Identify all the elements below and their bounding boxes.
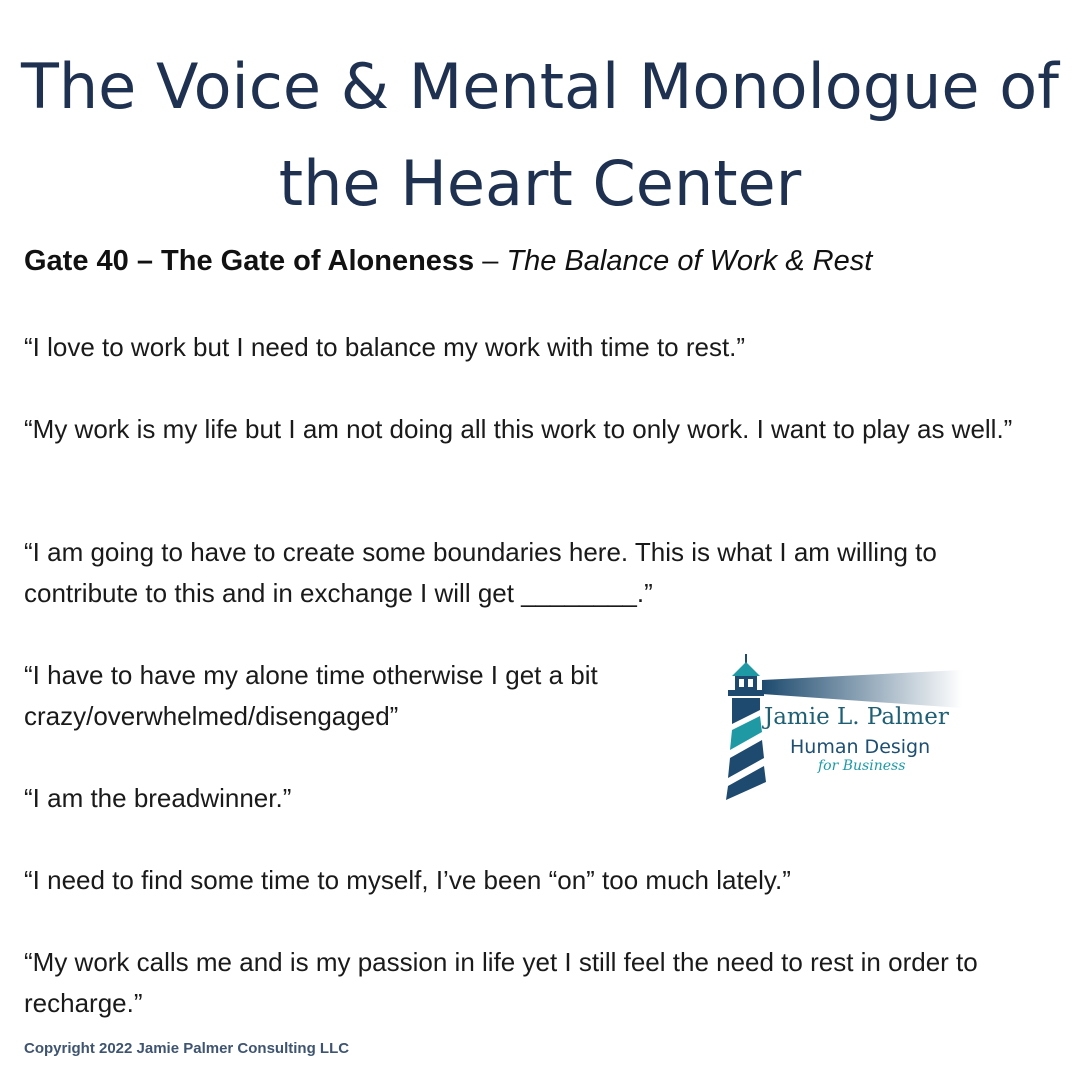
quote-5: “I am the breadwinner.” xyxy=(24,783,292,813)
logo-name: Jamie L. Palmer xyxy=(764,704,949,730)
quote-3: “I am going to have to create some boundaries here. This is what I am willing to contribute to this and in exchange I will get ________.” xyxy=(24,537,937,608)
logo-tagline: for Business xyxy=(818,758,906,774)
gate-separator: – xyxy=(474,245,507,277)
gate-heading xyxy=(24,240,872,282)
quote-7: “My work calls me and is my passion in life yet I still feel the need to rest in order to recharge.” xyxy=(24,947,978,1018)
logo-subtitle: Human Design xyxy=(790,736,931,758)
quote-6: “I need to find some time to myself, I’ve been “on” too much lately.” xyxy=(24,865,791,895)
lighthouse-icon xyxy=(718,650,988,810)
brand-logo xyxy=(718,650,988,810)
page-title-line-1: The Voice & Mental Monologue of xyxy=(20,50,1059,123)
quote-4: “I have to have my alone time otherwise I get a bit crazy/overwhelmed/disengaged” xyxy=(24,660,598,731)
copyright-notice: Copyright 2022 Jamie Palmer Consulting LLC xyxy=(24,1040,350,1057)
gate-name: Gate 40 – The Gate of Aloneness xyxy=(24,245,475,277)
quote-1: “I love to work but I need to balance my work with time to rest.” xyxy=(24,332,746,362)
page-title xyxy=(0,38,1080,232)
quote-2: “My work is my life but I am not doing all this work to only work. I want to play as well.” xyxy=(24,414,1013,444)
gate-theme: The Balance of Work & Rest xyxy=(506,245,873,277)
page-title-line-2: the Heart Center xyxy=(278,147,802,220)
